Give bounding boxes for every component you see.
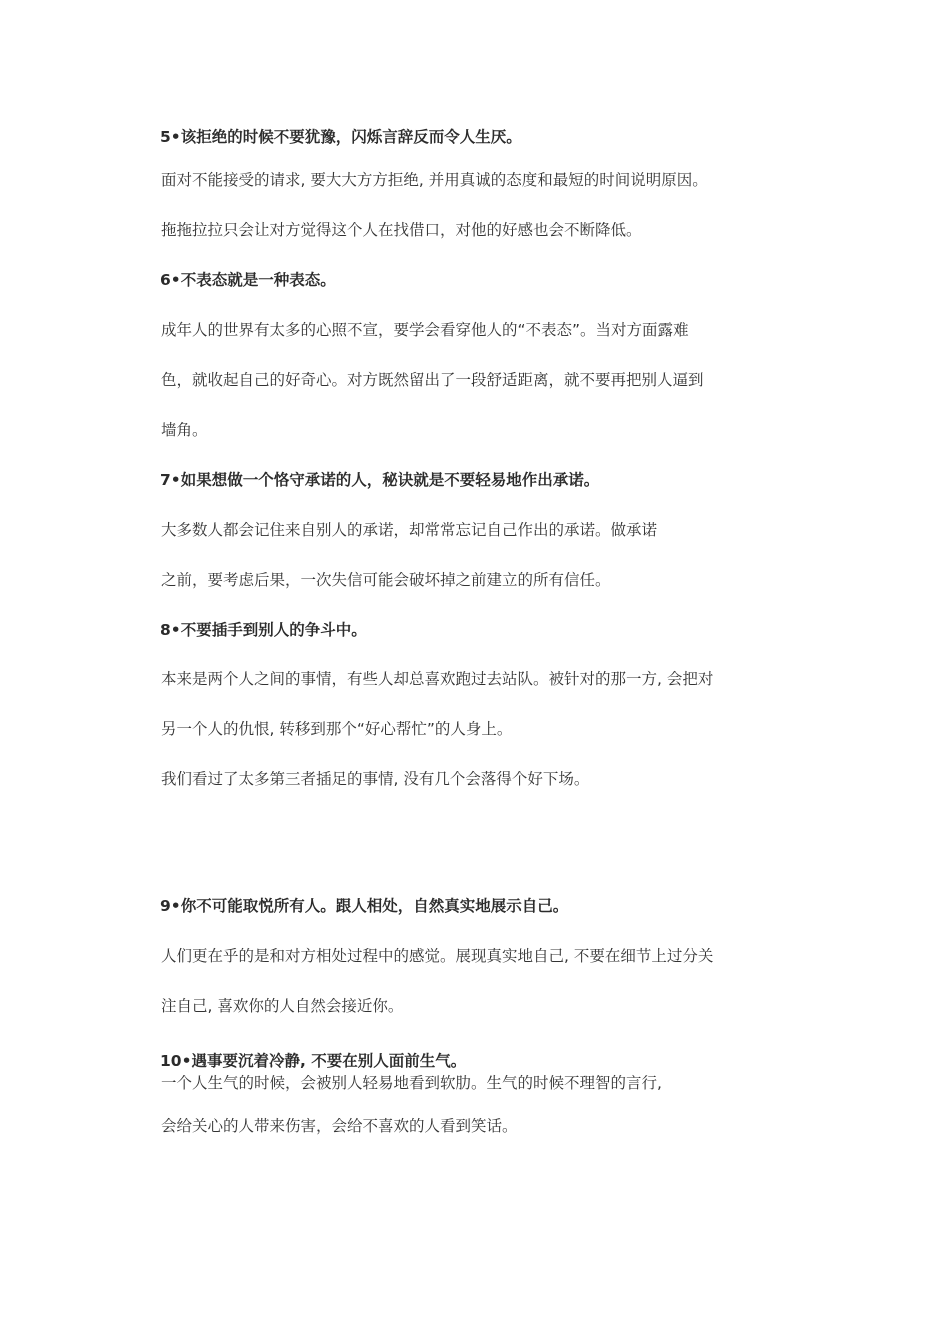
paragraph-line: 成年人的世界有太多的心照不宣，要学会看穿他人的“不表态”。当对方面露难 xyxy=(161,321,689,339)
heading-5: 5•该拒绝的时候不要犹豫，闪烁言辞反而令人生厌。 xyxy=(160,128,522,146)
paragraph-line: 另一个人的仇恨, 转移到那个“好心帮忙”的人身上。 xyxy=(161,720,513,738)
paragraph-line: 会给关心的人带来伤害，会给不喜欢的人看到笑话。 xyxy=(161,1117,518,1135)
heading-8: 8•不要插手到别人的争斗中。 xyxy=(160,621,367,639)
paragraph-line: 一个人生气的时候，会被别人轻易地看到软肋。生气的时候不理智的言行, xyxy=(161,1074,662,1092)
heading-7: 7•如果想做一个恪守承诺的人，秘诀就是不要轻易地作出承诺。 xyxy=(160,471,600,489)
heading-9: 9•你不可能取悦所有人。跟人相处，自然真实地展示自己。 xyxy=(160,897,569,915)
paragraph-line: 人们更在乎的是和对方相处过程中的感觉。展现真实地自己, 不要在细节上过分关 xyxy=(161,947,714,965)
paragraph-line: 之前，要考虑后果，一次失信可能会破坏掉之前建立的所有信任。 xyxy=(161,571,611,589)
paragraph-line: 墙角。 xyxy=(161,421,208,439)
paragraph-line: 大多数人都会记住来自别人的承诺，却常常忘记自己作出的承诺。做承诺 xyxy=(161,521,658,539)
heading-10: 10•遇事要沉着冷静, 不要在别人面前生气。 xyxy=(160,1052,467,1070)
paragraph-line: 本来是两个人之间的事情，有些人却总喜欢跑过去站队。被针对的那一方, 会把对 xyxy=(161,670,714,688)
paragraph-line: 面对不能接受的请求, 要大大方方拒绝, 并用真诚的态度和最短的时间说明原因。 xyxy=(161,171,708,189)
heading-6: 6•不表态就是一种表态。 xyxy=(160,271,336,289)
paragraph-line: 注自己, 喜欢你的人自然会接近你。 xyxy=(161,997,404,1015)
paragraph-line: 我们看过了太多第三者插足的事情, 没有几个会落得个好下场。 xyxy=(161,770,590,788)
paragraph-line: 色，就收起自己的好奇心。对方既然留出了一段舒适距离，就不要再把别人逼到 xyxy=(161,371,704,389)
paragraph-line: 拖拖拉拉只会让对方觉得这个人在找借口，对他的好感也会不断降低。 xyxy=(161,221,642,239)
